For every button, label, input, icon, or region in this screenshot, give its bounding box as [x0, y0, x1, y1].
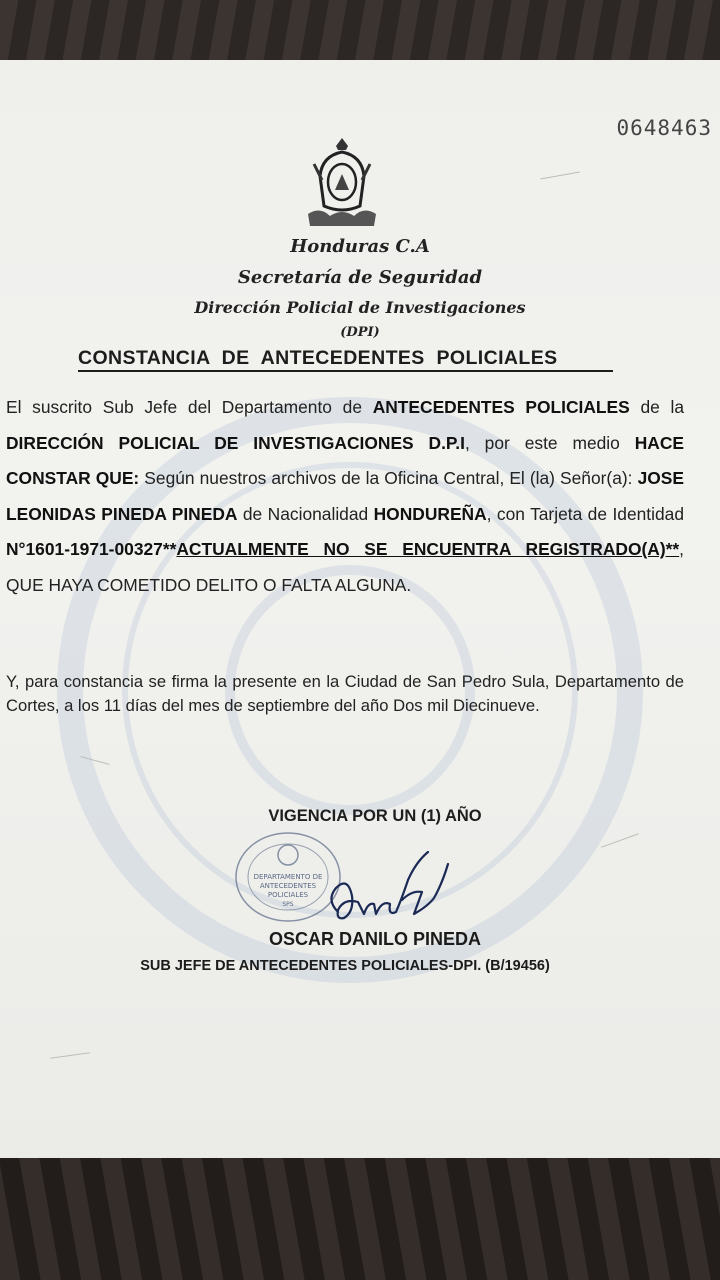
body-text: de la: [629, 397, 684, 417]
honduras-coat-of-arms-icon: [300, 136, 384, 232]
serial-number: 0648463: [616, 116, 712, 140]
paper-mark: [540, 172, 580, 180]
stamp-text-3: POLICIALES: [267, 891, 309, 899]
stamp-text-2: ANTECEDENTES: [259, 882, 317, 890]
document-paper: [0, 60, 720, 1158]
validity-period: VIGENCIA POR UN (1) AÑO: [268, 807, 482, 825]
directorate-name: DIRECCIÓN POLICIAL DE INVESTIGACIONES D.P.I: [6, 432, 465, 453]
document-title: CONSTANCIA DE ANTECEDENTES POLICIALES: [78, 347, 613, 372]
stamp-text-1: DEPARTAMENTO DE: [253, 873, 323, 881]
body-text: , QUE HAYA COMETIDO DELITO O FALTA ALGUNA.: [6, 539, 684, 595]
closing-statement: Y, para constancia se firma la presente en la Ciudad de San Pedro Sula, Departamento de Cortes, a los 11 días del mes de septiembre del año Dos mil Diecinueve.: [6, 672, 684, 715]
nationality: HONDUREÑA: [373, 503, 487, 524]
signer-title: SUB JEFE DE ANTECEDENTES POLICIALES-DPI. (B/19456): [140, 958, 550, 974]
body-text: , por este medio: [464, 432, 635, 453]
stamp-text-4: SPS: [282, 901, 294, 908]
record-status: ACTUALMENTE NO SE ENCUENTRA REGISTRADO(A)**: [176, 539, 680, 559]
header-acronym: (DPI): [340, 325, 380, 340]
body-text: de Nacionalidad: [237, 503, 374, 524]
background-bottom: [0, 1150, 720, 1280]
body-text: , con Tarjeta de Identidad: [486, 503, 685, 524]
id-number: N°1601-1971-00327**: [6, 539, 177, 559]
certify-phrase: HACE CONSTAR QUE:: [6, 432, 684, 488]
paper-mark: [50, 1052, 90, 1059]
body-text: Según nuestros archivos de la Oficina Central, El (la) Señor(a):: [139, 468, 638, 488]
body-text: El suscrito Sub Jefe del Departamento de: [6, 397, 373, 417]
header-country: Honduras C.A: [290, 236, 430, 257]
header-directorate: Dirección Policial de Investigaciones: [194, 298, 526, 317]
certificate-body: [6, 390, 684, 603]
department-name: ANTECEDENTES POLICIALES: [372, 397, 630, 417]
header-ministry: Secretaría de Seguridad: [237, 267, 483, 288]
person-name: JOSE LEONIDAS PINEDA PINEDA: [6, 468, 684, 524]
signer-name: OSCAR DANILO PINEDA: [268, 929, 481, 949]
handwritten-signature-icon: [318, 840, 468, 940]
